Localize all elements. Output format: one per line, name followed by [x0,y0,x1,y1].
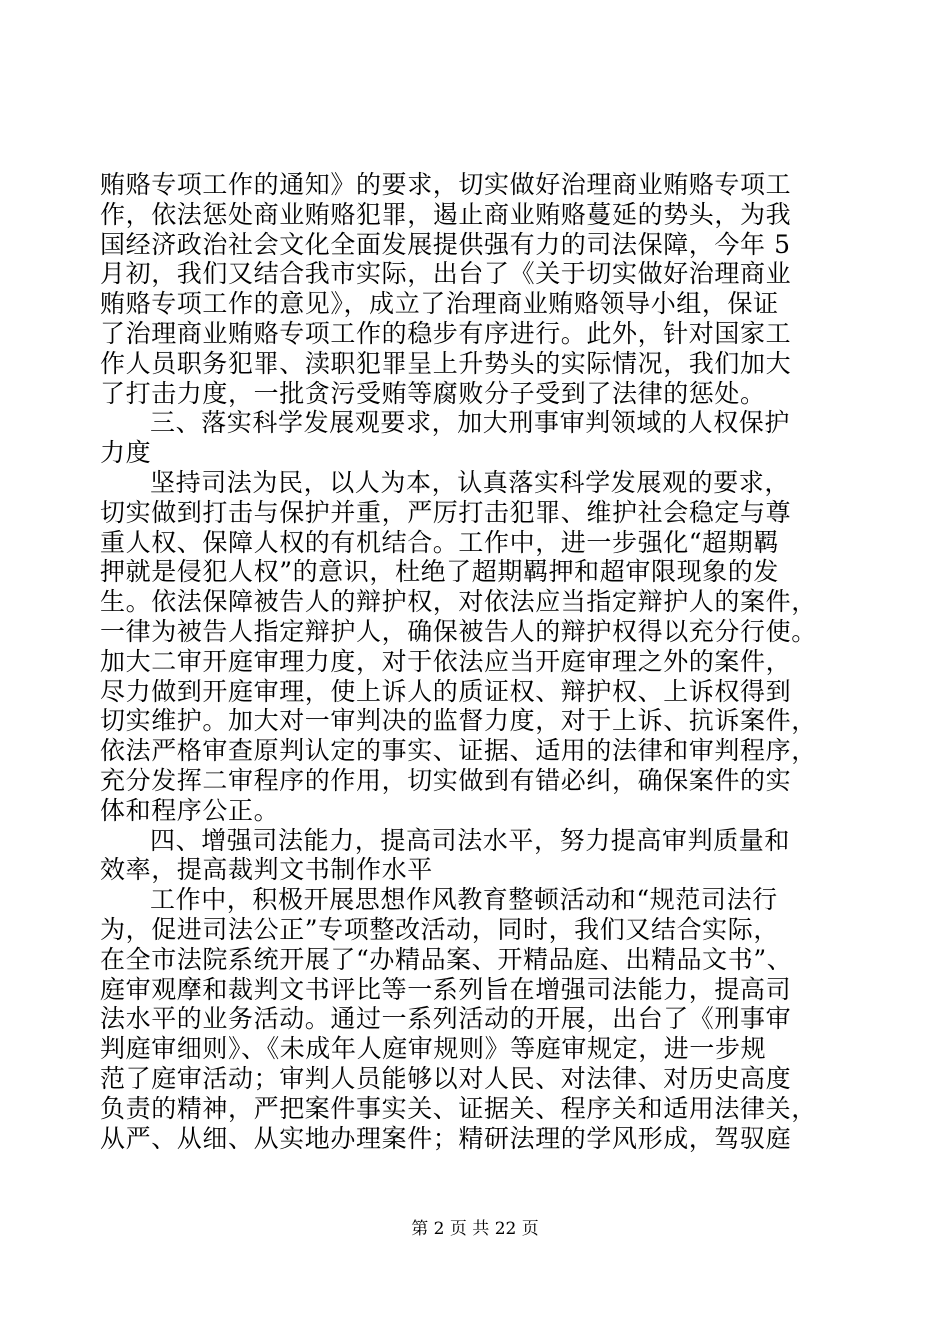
text-line: 法水平的业务活动。通过一系列活动的开展，出台了《刑事审 [100,1004,792,1034]
text-line: 切实做到打击与保护并重，严厉打击犯罪、维护社会稳定与尊 [100,497,792,527]
text-line: 贿赂专项工作的意见》，成立了治理商业贿赂领导小组，保证 [100,289,779,319]
text-line: 效率，提高裁判文书制作水平 [100,855,433,885]
text-line: 一律为被告人指定辩护人，确保被告人的辩护权得以充分行使。 [100,616,817,646]
text-line: 判庭审细则》、《未成年人庭审规则》等庭审规定，进一步规 [100,1034,767,1064]
text-line: 国经济政治社会文化全面发展提供强有力的司法保障，今年 5 [100,229,791,259]
text-line: 三、落实科学发展观要求，加大刑事审判领域的人权保护 [150,408,791,438]
text-line: 从严、从细、从实地办理案件；精研法理的学风形成，驾驭庭 [100,1123,792,1153]
text-line: 庭审观摩和裁判文书评比等一系列旨在增强司法能力，提高司 [100,974,792,1004]
text-line: 加大二审开庭审理力度，对于依法应当开庭审理之外的案件， [100,646,792,676]
text-line: 体和程序公正。 [100,795,280,825]
document-body [100,170,840,1153]
text-line: 四、增强司法能力，提高司法水平，努力提高审判质量和 [150,825,791,855]
text-line: 为，促进司法公正”专项整改活动，同时，我们又结合实际， [100,914,779,944]
text-line: 了打击力度，一批贪污受贿等腐败分子受到了法律的惩处。 [100,378,766,408]
text-line: 生。依法保障被告人的辩护权，对依法应当指定辩护人的案件， [100,587,817,617]
text-line: 作，依法惩处商业贿赂犯罪，遏止商业贿赂蔓延的势头，为我 [100,199,792,229]
text-line: 月初，我们又结合我市实际，出台了《关于切实做好治理商业 [100,259,792,289]
text-line: 了治理商业贿赂专项工作的稳步有序进行。此外，针对国家工 [100,318,792,348]
text-line: 依法严格审查原判认定的事实、证据、适用的法律和审判程序， [100,736,817,766]
text-line: 充分发挥二审程序的作用，切实做到有错必纠，确保案件的实 [100,765,792,795]
text-line: 尽力做到开庭审理，使上诉人的质证权、辩护权、上诉权得到 [100,676,792,706]
text-line: 在全市法院系统开展了“办精品案、开精品庭、出精品文书”、 [100,944,793,974]
text-line: 押就是侵犯人权”的意识，杜绝了超期羁押和超审限现象的发 [100,557,779,587]
text-line: 范了庭审活动；审判人员能够以对人民、对法律、对历史高度 [100,1063,792,1093]
text-line: 负责的精神，严把案件事实关、证据关、程序关和适用法律关， [100,1093,817,1123]
text-line: 力度 [100,438,152,468]
text-line: 贿赂专项工作的通知》的要求，切实做好治理商业贿赂专项工 [100,170,792,199]
text-line: 作人员职务犯罪、渎职犯罪呈上升势头的实际情况，我们加大 [100,348,792,378]
text-line: 坚持司法为民，以人为本，认真落实科学发展观的要求， [150,467,791,497]
text-line: 工作中，积极开展思想作风教育整顿活动和“规范司法行 [150,885,778,915]
page-footer: 第 2 页 共 22 页 [411,1219,539,1239]
text-line: 重人权、保障人权的有机结合。工作中，进一步强化“超期羁 [100,527,779,557]
text-line: 切实维护。加大对一审判决的监督力度，对于上诉、抗诉案件， [100,706,817,736]
